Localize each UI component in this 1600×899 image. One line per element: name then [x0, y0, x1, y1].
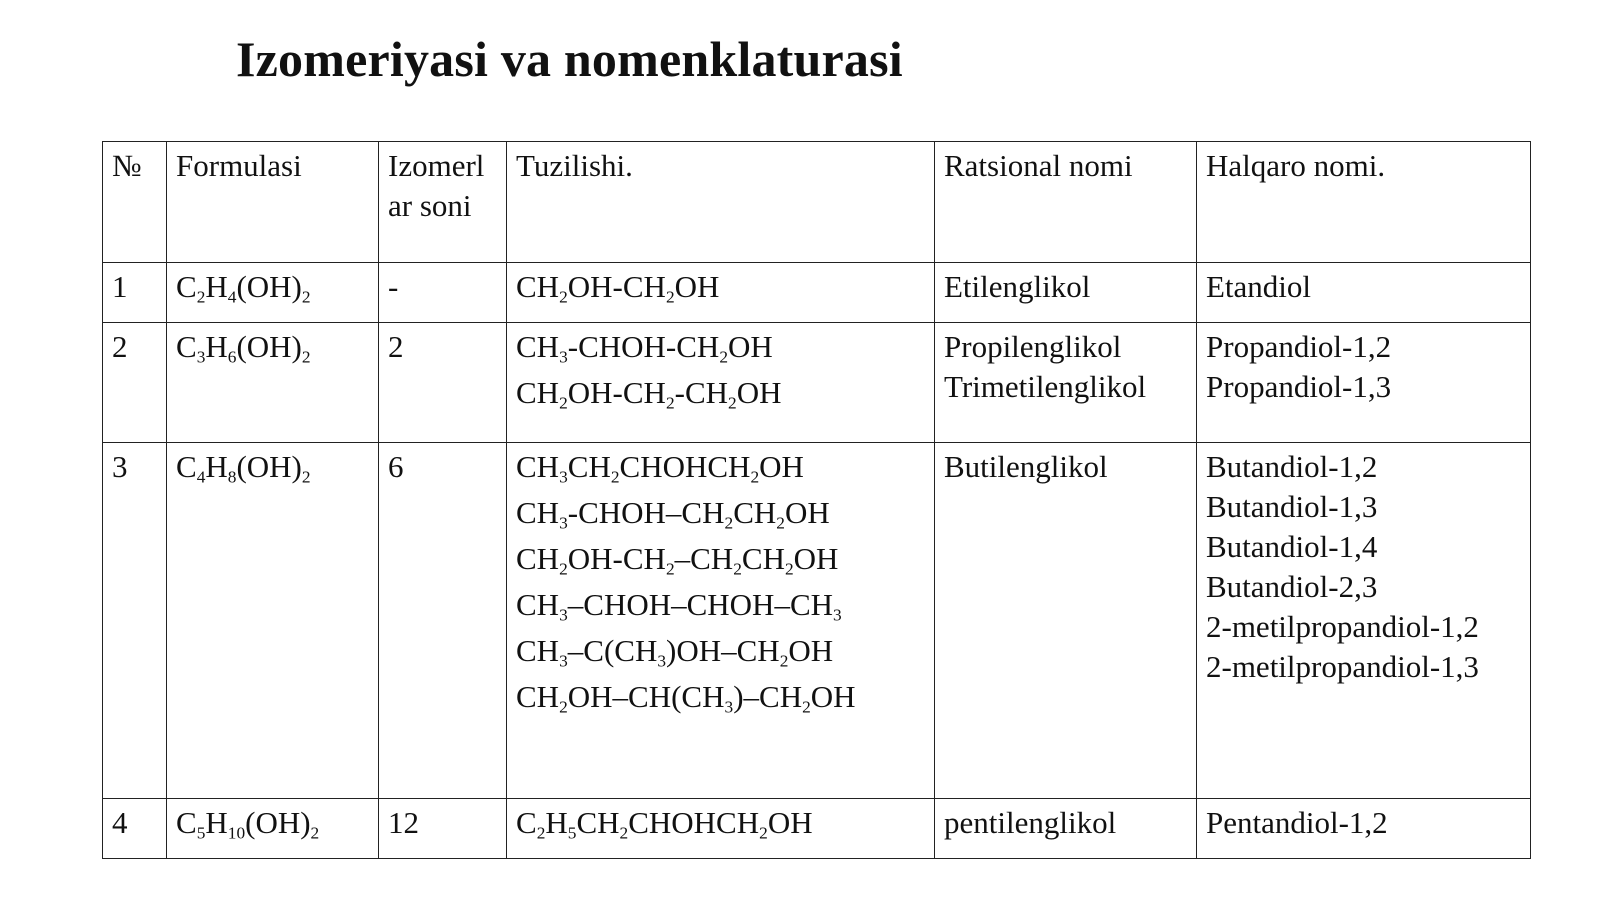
name-line: Etandiol [1206, 269, 1312, 304]
cell-isomers: - [379, 263, 507, 323]
cell-formula: $C_5H_{10}(OH)_2$ [167, 799, 379, 859]
cell-rational [935, 799, 1197, 859]
cell-structure [507, 263, 935, 323]
structure-line: $CH_2OH-CH_2-CH_2OH$ [516, 375, 782, 413]
name-line: Butandiol-1,3 [1206, 489, 1378, 524]
name-line: Propilenglikol [944, 329, 1122, 364]
name-line: Butandiol-1,2 [1206, 449, 1378, 484]
name-line: Pentandiol-1,2 [1206, 805, 1388, 840]
structure-line: $C_2H_5CH_2CHOHCH_2OH$ [516, 805, 813, 843]
name-line: Butandiol-2,3 [1206, 569, 1378, 604]
cell-international [1197, 799, 1531, 859]
structure-line: $CH_3-CHOH-CH_2OH$ [516, 329, 773, 367]
name-line: Etilenglikol [944, 269, 1091, 304]
name-line: Butandiol-1,4 [1206, 529, 1378, 564]
cell-international [1197, 443, 1531, 799]
header-num: № [103, 142, 167, 263]
cell-formula: $C_4H_8(OH)_2$ [167, 443, 379, 799]
header-rational: Ratsional nomi [935, 142, 1197, 263]
table-header-row [103, 142, 1531, 263]
cell-isomers: 6 [379, 443, 507, 799]
structure-line: $CH_2OH-CH(CH_3)-CH_2OH$ [516, 679, 856, 717]
header-isomers: Izomerlar soni [379, 142, 507, 263]
name-line: 2-metilpropandiol-1,2 [1206, 609, 1479, 644]
cell-num: 3 [103, 443, 167, 799]
table-row [103, 263, 1531, 323]
cell-formula: $C_2H_4(OH)_2$ [167, 263, 379, 323]
name-line: pentilenglikol [944, 805, 1117, 840]
header-formula: Formulasi [167, 142, 379, 263]
table-row [103, 799, 1531, 859]
cell-international [1197, 263, 1531, 323]
cell-rational [935, 323, 1197, 443]
cell-structure [507, 443, 935, 799]
structure-line: $CH_3-CHOH-CHOH-CH_3$ [516, 587, 842, 625]
structure-line: $CH_2OH-CH_2-CH_2CH_2OH$ [516, 541, 839, 579]
table-row [103, 443, 1531, 799]
cell-formula: $C_3H_6(OH)_2$ [167, 323, 379, 443]
cell-rational [935, 263, 1197, 323]
page-title: Izomeriyasi va nomenklaturasi [236, 31, 903, 87]
structure-line: $CH_3-C(CH_3)OH-CH_2OH$ [516, 633, 834, 671]
structure-line: $CH_2OH-CH_2OH$ [516, 269, 720, 307]
cell-structure [507, 799, 935, 859]
cell-international [1197, 323, 1531, 443]
cell-num: 1 [103, 263, 167, 323]
cell-isomers: 2 [379, 323, 507, 443]
name-line: Butilenglikol [944, 449, 1108, 484]
header-international: Halqaro nomi. [1197, 142, 1531, 263]
cell-rational [935, 443, 1197, 799]
name-line: 2-metilpropandiol-1,3 [1206, 649, 1479, 684]
name-line: Trimetilenglikol [944, 369, 1147, 404]
cell-num: 2 [103, 323, 167, 443]
name-line: Propandiol-1,2 [1206, 329, 1392, 364]
cell-structure [507, 323, 935, 443]
cell-isomers: 12 [379, 799, 507, 859]
structure-line: $CH_3CH_2CHOHCH_2OH$ [516, 449, 804, 487]
table-row [103, 323, 1531, 443]
header-structure: Tuzilishi. [507, 142, 935, 263]
cell-num: 4 [103, 799, 167, 859]
structure-line: $CH_3-CHOH-CH_2CH_2OH$ [516, 495, 830, 533]
isomer-table [102, 141, 1531, 859]
name-line: Propandiol-1,3 [1206, 369, 1392, 404]
